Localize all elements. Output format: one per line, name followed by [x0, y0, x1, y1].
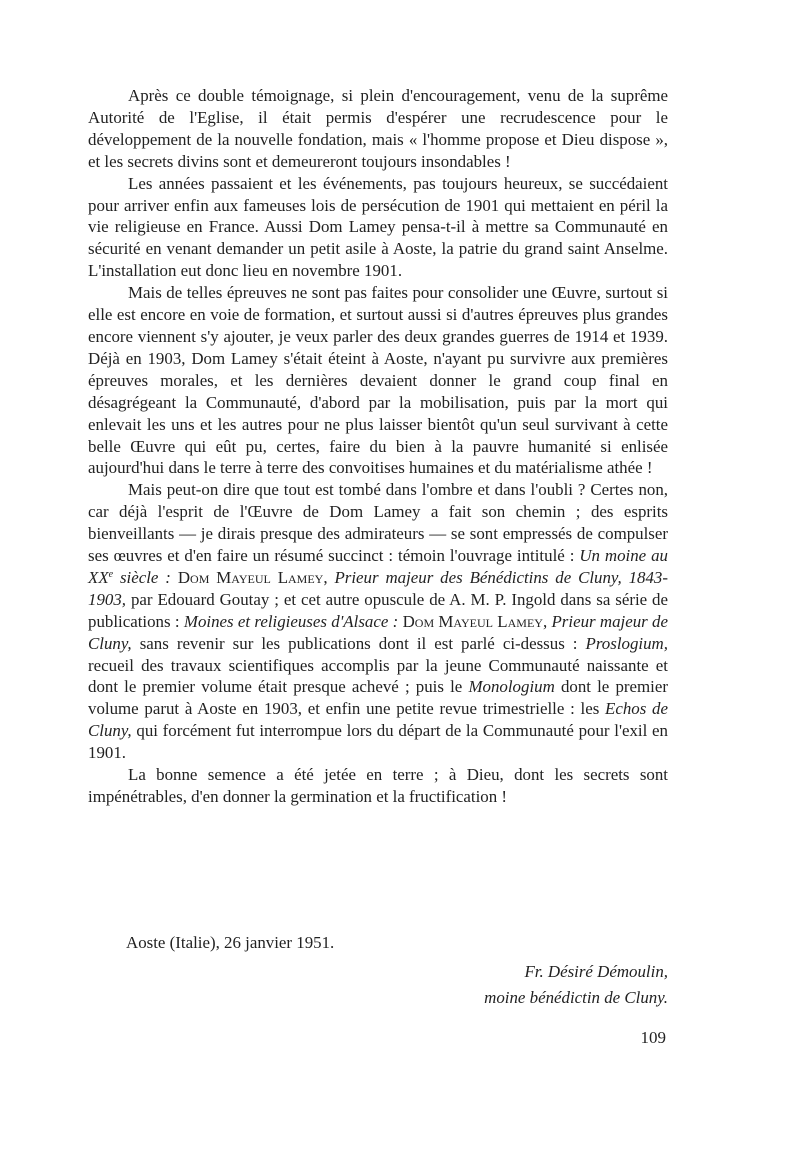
text-run: sans revenir sur les publications dont il est parlé ci-dessus : [139, 633, 578, 653]
text-run: dont le premier volume parut à Aoste en 1903, et enfin une petite revue trimestrielle : les [88, 677, 668, 719]
signature-name: Fr. Désiré Démoulin, [524, 962, 668, 981]
page-number: 109 [640, 1028, 666, 1047]
superscript: e [108, 568, 114, 580]
place-date: Aoste (Italie), 26 janvier 1951. [126, 933, 335, 952]
book-title: Monologium [468, 677, 555, 697]
paragraph-4 [88, 479, 668, 764]
small-caps-name: Dom Mayeul Lamey, [177, 567, 328, 587]
text-run: qui forcément fut interrompue lors du départ de la Communauté pour l'exil en 1901. [88, 721, 668, 763]
book-title: Proslogium, [585, 633, 668, 653]
book-subtitle: Prieur majeur des Bénédictins de Cluny, 1843-1903, [88, 567, 668, 609]
book-title: Moines et religieuses d'Alsace : [183, 611, 399, 631]
small-caps-name: Dom Mayeul Lamey, [402, 611, 548, 631]
signature-block [484, 959, 668, 1011]
book-subtitle: Prieur majeur de Cluny, [88, 611, 668, 653]
signature-title: moine bénédictin de Cluny. [484, 988, 668, 1007]
text-run: recueil des travaux scientifiques accomplis par la jeune Communauté naissante et dont le premier volume était presque achevé ; puis le [88, 655, 668, 697]
title-part: siècle : [113, 567, 171, 587]
title-part: Un moine au XX [88, 546, 668, 587]
paragraph-5: La bonne semence a été jetée en terre ; à Dieu, dont les secrets sont impénétrables, d'en donner la germination et la fructification ! [88, 765, 668, 806]
paragraph-1: Après ce double témoignage, si plein d'encouragement, venu de la suprême Autorité de l'Eglise, il était permis d'espérer une recrudescence pour le développement de la nouvelle fondation, mais « l'homme propose et Dieu dispose », et les secrets divins sont et demeureront toujours insondables ! [88, 86, 668, 171]
paragraph-3: Mais de telles épreuves ne sont pas faites pour consolider une Œuvre, surtout si elle est encore en voie de formation, et surtout aussi si d'autres épreuves plus grandes encore viennent s'y ajouter, je veux parler des deux grandes guerres de 1914 et 1939. Déjà en 1903, Dom Lamey s'était éteint à Aoste, n'ayant pu survivre aux premières épreuves morales, et les dernières devaient donner le grand coup final en désagrégeant la Communauté, d'abord par la mobilisation, puis par la mort qui enlevait les uns et les autres pour ne plus laisser bientôt qu'un seul survivant à cette belle Œuvre qui eût pu, certes, faire du bien à la pauvre humanité si enlisée aujourd'hui dans le terre à terre des convoitises humaines et du matérialisme athée ! [88, 283, 668, 478]
paragraph-2: Les années passaient et les événements, pas toujours heureux, se succédaient pour arriver enfin aux fameuses lois de persécution de 1901 qui mettaient en péril la vie religieuse en France. Aussi Dom Lamey pensa-t-il à mettre sa Communauté en sécurité en venant demander un petit asile à Aoste, la patrie du grand saint Anselme. L'installation eut donc lieu en novembre 1901. [88, 173, 668, 281]
body-text [88, 85, 668, 808]
text-run: par Edouard Goutay ; et cet autre opuscule de A. M. P. Ingold dans sa série de publications : [88, 589, 668, 631]
journal-title: Echos de Cluny, [88, 699, 668, 741]
text-run: Mais peut-on dire que tout est tombé dans l'ombre et dans l'oubli ? Certes non, car déjà l'esprit de l'Œuvre de Dom Lamey a fait son chemin ; des esprits bienveillants — je dirais presque des admirateurs — se sont empressés de compulser ses œuvres et d'en faire un résumé succinct : témoin l'ouvrage intitulé : [88, 480, 668, 566]
